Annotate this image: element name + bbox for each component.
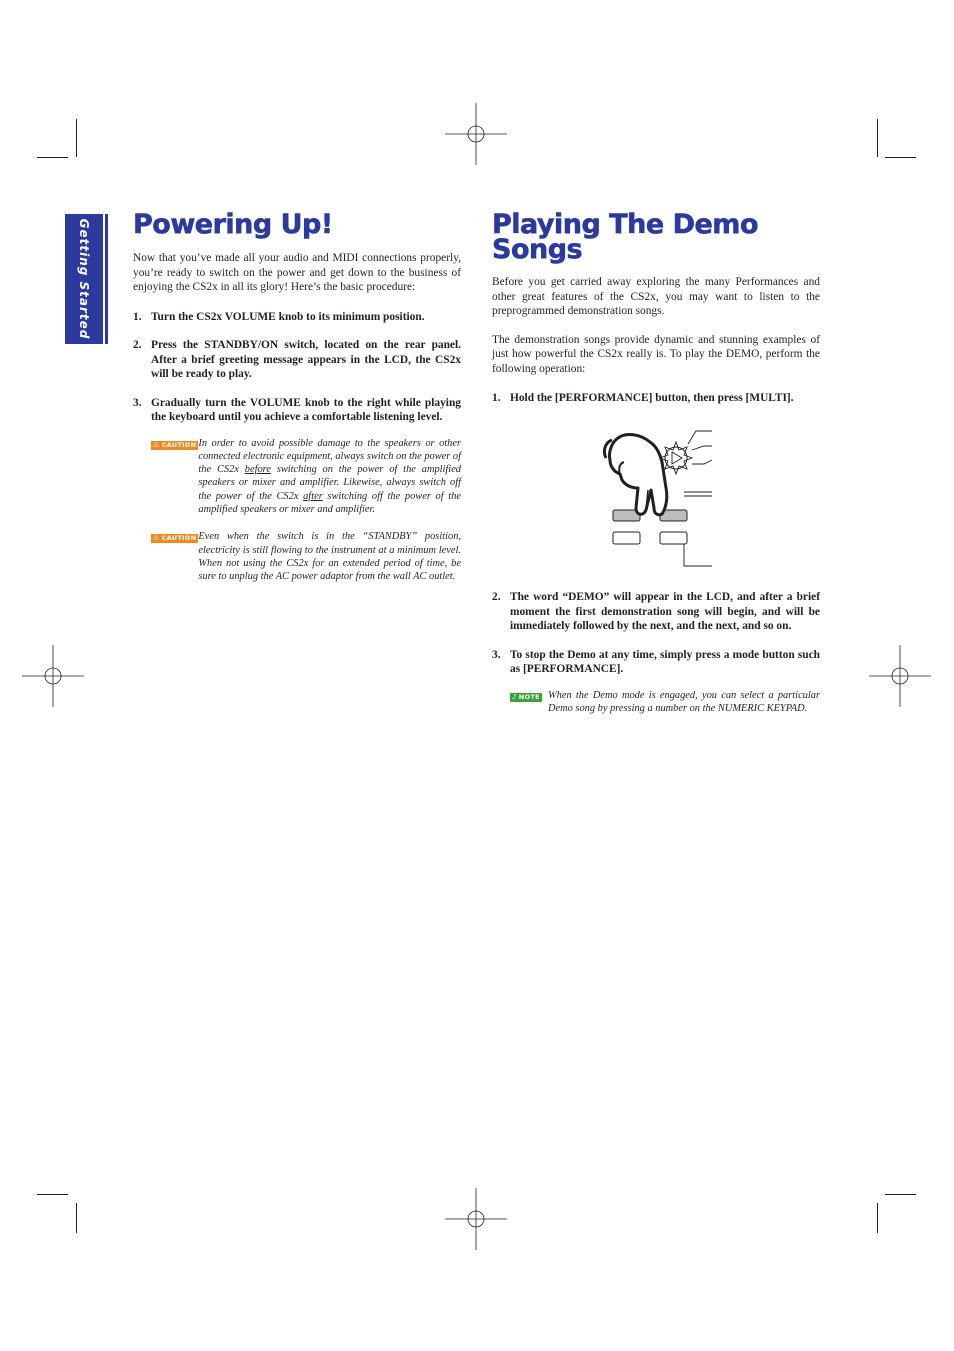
registration-mark-icon [445, 1188, 507, 1250]
registration-mark-icon [22, 645, 84, 707]
step-item: 1. Turn the CS2x VOLUME knob to its minimum position. [133, 310, 425, 323]
step-item: 2. The word “DEMO” will appear in the LCD, and after a brief moment the first demonstration song will begin, and will be immediately followed by the next, and the next, and so on. [492, 591, 820, 632]
section-tab-label: Getting Started [77, 218, 91, 340]
intro-paragraph: Before you get carried away exploring the many Performances and other great features of the CS2x, you may want to listen to the preprogrammed demonstration songs. [492, 276, 820, 317]
caution-icon: ⚠ CAUTION [153, 534, 197, 543]
crop-mark [877, 1203, 878, 1233]
right-column-steps [492, 590, 820, 715]
caution-note [151, 437, 461, 517]
intro-paragraph: The demonstration songs provide dynamic and stunning examples of just how powerful the CS2x really is. To play the DEMO, perform the following operation: [492, 333, 820, 375]
crop-mark [37, 1194, 68, 1195]
caution-text: Even when the switch is in the “STANDBY” position, electricity is still flowing to the instrument at a minimum level. When not using the CS2x for an extended period of time, be sure to unplug the AC power adaptor from the wall AC outlet. [198, 531, 461, 583]
step-item: 3. Gradually turn the VOLUME knob to the right while playing the keyboard until you achieve a comfortable listening level. [133, 396, 461, 423]
left-column [133, 209, 461, 583]
crop-mark [76, 1203, 77, 1233]
hand-pressing-buttons-illustration [596, 428, 716, 568]
right-column [492, 209, 820, 406]
section-title: Powering Up! [133, 209, 333, 240]
intro-paragraph: Now that you’ve made all your audio and MIDI connections properly, you’re ready to switch on the power and get down to the business of enjoying the CS2x in all its glory! Here’s the basic procedure: [133, 252, 461, 293]
step-item: 1. Hold the [PERFORMANCE] button, then press [MULTI]. [492, 392, 794, 404]
registration-mark-icon [869, 645, 931, 707]
crop-mark [37, 157, 68, 158]
caution-note [151, 530, 461, 583]
step-item: 2. Press the STANDBY/ON switch, located on the rear panel. After a brief greeting message appears in the LCD, the CS2x will be ready to play. [133, 339, 461, 380]
registration-mark-icon [445, 103, 507, 165]
caution-icon: ⚠ CAUTION [153, 440, 197, 449]
crop-mark [885, 1194, 916, 1195]
crop-mark [76, 119, 77, 157]
section-tab [65, 214, 105, 344]
note-icon: ♪ NOTE [512, 692, 540, 701]
section-title: Playing The Demo Songs [492, 209, 758, 265]
step-item: 3. To stop the Demo at any time, simply press a mode button such as [PERFORMANCE]. [492, 648, 820, 675]
starburst-icon [660, 442, 692, 474]
info-note [510, 689, 820, 716]
note-text: When the Demo mode is engaged, you can select a particular Demo song by pressing a number on the NUMERIC KEYPAD. [548, 689, 820, 714]
crop-mark [877, 119, 878, 157]
crop-mark [885, 157, 916, 158]
hand-icon [604, 435, 666, 515]
caution-text: In order to avoid possible damage to the speakers or other connected electronic equipment, always switch on the power of the CS2x before switching on the power of the amplified speakers or mixer and amplifier. Likewise, always switch off the power of the CS2x after switching off the power of the amplified speakers or mixer and amplifier. [198, 437, 461, 515]
